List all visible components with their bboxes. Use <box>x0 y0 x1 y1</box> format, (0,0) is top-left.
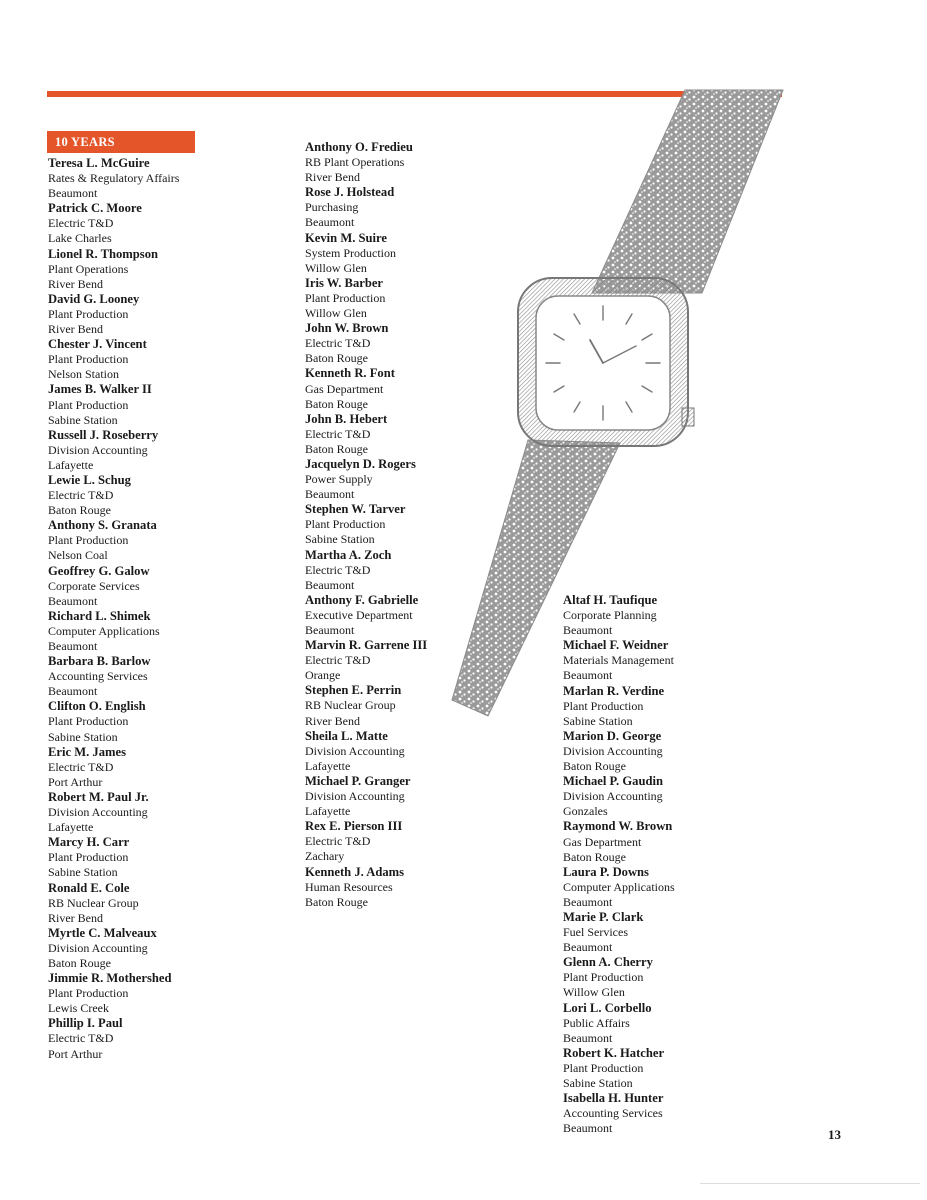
employee-location: Sabine Station <box>48 412 118 427</box>
employee-department: Plant Production <box>563 970 644 985</box>
employee-department: Electric T&D <box>48 1031 114 1046</box>
employee-entry <box>305 865 505 910</box>
column-3 <box>563 593 763 1136</box>
employee-location: Baton Rouge <box>563 849 626 864</box>
employee-name: Jimmie R. Mothershed <box>48 971 172 986</box>
employee-name: Robert K. Hatcher <box>563 1045 665 1060</box>
employee-entry <box>48 564 248 609</box>
employee-location: Beaumont <box>48 186 98 201</box>
employee-name: Michael P. Gaudin <box>563 774 663 789</box>
employee-department: RB Nuclear Group <box>305 698 396 713</box>
employee-location: Orange <box>305 668 341 683</box>
employee-department: RB Nuclear Group <box>48 895 139 910</box>
employee-name: Sheila L. Matte <box>305 728 388 743</box>
employee-location: River Bend <box>48 910 103 925</box>
employee-entry <box>305 774 505 819</box>
employee-name: Richard L. Shimek <box>48 608 151 623</box>
employee-name: Barbara B. Barlow <box>48 654 151 669</box>
employee-name: Glenn A. Cherry <box>563 955 653 970</box>
employee-entry <box>563 593 763 638</box>
employee-location: Beaumont <box>563 940 613 955</box>
employee-department: System Production <box>305 245 397 260</box>
employee-department: Rates & Regulatory Affairs <box>48 171 180 186</box>
employee-name: Michael F. Weidner <box>563 638 669 653</box>
employee-location: Sabine Station <box>563 713 633 728</box>
employee-department: Electric T&D <box>305 426 371 441</box>
employee-name: Lewie L. Schug <box>48 472 131 487</box>
employee-location: Lafayette <box>48 457 94 472</box>
employee-location: Baton Rouge <box>48 955 111 970</box>
employee-name: Kevin M. Suire <box>305 230 387 245</box>
employee-name: Eric M. James <box>48 744 126 759</box>
employee-entry <box>305 683 505 728</box>
employee-department: Gas Department <box>305 381 384 396</box>
employee-entry <box>48 518 248 563</box>
bottom-divider <box>700 1183 920 1184</box>
employee-entry <box>305 819 505 864</box>
employee-name: Anthony S. Granata <box>48 518 157 533</box>
employee-name: Michael P. Granger <box>305 773 411 788</box>
employee-location: Beaumont <box>563 1121 613 1136</box>
employee-entry <box>48 292 248 337</box>
employee-name: Isabella H. Hunter <box>563 1091 664 1106</box>
employee-name: Lionel R. Thompson <box>48 246 158 261</box>
employee-location: River Bend <box>48 322 103 337</box>
employee-entry <box>48 337 248 382</box>
employee-department: Electric T&D <box>305 336 371 351</box>
employee-department: Division Accounting <box>563 789 663 804</box>
employee-name: Jacquelyn D. Rogers <box>305 456 416 471</box>
employee-name: Patrick C. Moore <box>48 201 142 216</box>
employee-entry <box>48 654 248 699</box>
employee-name: Stephen W. Tarver <box>305 502 406 517</box>
employee-name: Altaf H. Taufique <box>563 593 658 607</box>
employee-entry <box>48 1016 248 1061</box>
employee-location: Baton Rouge <box>305 894 368 909</box>
employee-department: Plant Production <box>48 533 129 548</box>
employee-location: Lafayette <box>48 820 94 835</box>
employee-department: Electric T&D <box>305 834 371 849</box>
employee-name: Geoffrey G. Galow <box>48 563 150 578</box>
employee-department: Electric T&D <box>305 653 371 668</box>
employee-location: Lafayette <box>305 804 351 819</box>
employee-department: Electric T&D <box>48 488 114 503</box>
employee-location: Port Arthur <box>48 1046 103 1061</box>
employee-department: Division Accounting <box>305 743 405 758</box>
employee-name: Anthony O. Fredieu <box>305 140 413 154</box>
employee-name: Teresa L. McGuire <box>48 156 150 170</box>
employee-entry <box>305 366 505 411</box>
employee-entry <box>48 428 248 473</box>
employee-name: John B. Hebert <box>305 411 388 426</box>
employee-name: Marvin R. Garrene III <box>305 638 428 653</box>
employee-entry <box>48 699 248 744</box>
employee-location: Nelson Station <box>48 367 119 382</box>
employee-name: Marion D. George <box>563 728 662 743</box>
employee-department: Plant Production <box>305 290 386 305</box>
employee-department: Human Resources <box>305 879 393 894</box>
employee-name: Kenneth J. Adams <box>305 864 405 879</box>
employee-entry <box>48 745 248 790</box>
employee-name: John W. Brown <box>305 321 389 336</box>
employee-entry <box>48 382 248 427</box>
employee-entry <box>305 638 505 683</box>
employee-name: Laura P. Downs <box>563 864 649 879</box>
employee-entry <box>305 457 505 502</box>
employee-department: Division Accounting <box>305 789 405 804</box>
employee-department: Power Supply <box>305 472 373 487</box>
employee-entry <box>563 729 763 774</box>
employee-entry <box>305 548 505 593</box>
employee-department: Public Affairs <box>563 1015 630 1030</box>
employee-entry <box>563 1091 763 1136</box>
employee-location: Gonzales <box>563 804 608 819</box>
employee-entry <box>305 231 505 276</box>
employee-department: Division Accounting <box>48 805 148 820</box>
employee-entry <box>563 955 763 1000</box>
employee-name: Stephen E. Perrin <box>305 683 402 698</box>
employee-location: Baton Rouge <box>48 503 111 518</box>
employee-location: Beaumont <box>563 1030 613 1045</box>
employee-department: Plant Operations <box>48 261 129 276</box>
employee-location: Beaumont <box>48 639 98 653</box>
employee-location: Beaumont <box>305 623 355 637</box>
employee-department: Corporate Planning <box>563 608 657 623</box>
employee-entry <box>305 321 505 366</box>
employee-entry <box>48 201 248 246</box>
employee-location: Sabine Station <box>48 729 118 744</box>
employee-department: Gas Department <box>563 834 642 849</box>
employee-entry <box>563 684 763 729</box>
employee-entry <box>305 412 505 457</box>
employee-department: Plant Production <box>305 517 386 532</box>
employee-location: Baton Rouge <box>305 396 368 411</box>
employee-location: Zachary <box>305 849 345 864</box>
employee-entry <box>305 729 505 774</box>
employee-entry <box>48 790 248 835</box>
employee-location: Baton Rouge <box>305 441 368 456</box>
employee-name: Lori L. Corbello <box>563 1000 652 1015</box>
column-1 <box>48 156 248 1062</box>
employee-location: Willow Glen <box>305 260 367 275</box>
employee-location: Beaumont <box>563 894 613 909</box>
section-title-badge: 10 YEARS <box>47 131 195 153</box>
employee-name: Ronald E. Cole <box>48 880 130 895</box>
employee-location: Beaumont <box>48 684 98 699</box>
employee-location: Lake Charles <box>48 231 112 246</box>
employee-department: Accounting Services <box>563 1106 663 1121</box>
employee-entry <box>48 156 248 201</box>
employee-entry <box>48 881 248 926</box>
employee-name: Myrtle C. Malveaux <box>48 925 157 940</box>
employee-entry <box>48 473 248 518</box>
employee-name: Marcy H. Carr <box>48 835 130 850</box>
employee-name: Robert M. Paul Jr. <box>48 789 149 804</box>
employee-location: River Bend <box>305 713 360 728</box>
employee-name: Marie P. Clark <box>563 909 644 924</box>
employee-department: Division Accounting <box>563 743 663 758</box>
employee-location: Beaumont <box>48 593 98 608</box>
employee-location: River Bend <box>305 170 360 185</box>
employee-name: Chester J. Vincent <box>48 337 147 352</box>
employee-name: Martha A. Zoch <box>305 547 392 562</box>
employee-department: Accounting Services <box>48 669 148 684</box>
employee-entry <box>305 276 505 321</box>
employee-department: Plant Production <box>48 850 129 865</box>
employee-department: Computer Applications <box>48 623 160 638</box>
employee-name: Rex E. Pierson III <box>305 819 403 834</box>
employee-location: Beaumont <box>305 215 355 230</box>
employee-entry <box>563 774 763 819</box>
employee-department: Purchasing <box>305 200 359 215</box>
employee-department: Electric T&D <box>48 759 114 774</box>
employee-entry <box>305 185 505 230</box>
employee-department: Division Accounting <box>48 940 148 955</box>
employee-name: Anthony F. Gabrielle <box>305 592 419 607</box>
employee-entry <box>48 609 248 654</box>
employee-department: Division Accounting <box>48 442 148 457</box>
employee-name: Kenneth R. Font <box>305 366 395 381</box>
employee-location: Sabine Station <box>563 1076 633 1090</box>
employee-department: Plant Production <box>48 986 129 1001</box>
employee-location: Sabine Station <box>305 532 375 547</box>
employee-entry <box>48 247 248 292</box>
employee-department: Plant Production <box>48 714 129 729</box>
employee-entry <box>305 140 505 185</box>
page-number: 13 <box>828 1127 841 1142</box>
employee-name: James B. Walker II <box>48 382 152 397</box>
employee-name: Russell J. Roseberry <box>48 427 159 442</box>
employee-department: Materials Management <box>563 653 674 668</box>
employee-entry <box>563 910 763 955</box>
employee-department: Plant Production <box>48 306 129 321</box>
employee-name: Marlan R. Verdine <box>563 683 665 698</box>
employee-name: Iris W. Barber <box>305 275 384 290</box>
employee-entry <box>563 1001 763 1046</box>
employee-location: Beaumont <box>563 668 613 683</box>
employee-entry <box>563 819 763 864</box>
employee-name: Clifton O. English <box>48 699 146 714</box>
employee-location: Nelson Coal <box>48 548 108 563</box>
employee-location: Willow Glen <box>563 985 625 1000</box>
employee-department: Executive Department <box>305 607 413 622</box>
employee-entry <box>563 638 763 683</box>
employee-location: Lewis Creek <box>48 1001 109 1016</box>
employee-location: Beaumont <box>305 577 355 592</box>
employee-entry <box>305 593 505 638</box>
employee-entry <box>305 502 505 547</box>
employee-department: Fuel Services <box>563 925 628 940</box>
employee-name: Raymond W. Brown <box>563 819 673 834</box>
employee-department: Corporate Services <box>48 578 140 593</box>
employee-location: Baton Rouge <box>305 351 368 366</box>
employee-department: Plant Production <box>563 698 644 713</box>
employee-location: Beaumont <box>305 487 355 502</box>
employee-name: Phillip I. Paul <box>48 1016 123 1031</box>
employee-department: Plant Production <box>48 397 129 412</box>
employee-entry <box>563 865 763 910</box>
employee-entry <box>48 971 248 1016</box>
employee-name: David G. Looney <box>48 291 140 306</box>
employee-department: Electric T&D <box>48 216 114 231</box>
employee-location: Baton Rouge <box>563 759 626 774</box>
employee-entry <box>48 926 248 971</box>
employee-location: Sabine Station <box>48 865 118 880</box>
employee-location: Beaumont <box>563 623 613 638</box>
employee-location: River Bend <box>48 276 103 291</box>
column-2 <box>305 140 505 910</box>
employee-entry <box>48 835 248 880</box>
employee-location: Port Arthur <box>48 774 103 789</box>
employee-department: Computer Applications <box>563 879 675 894</box>
employee-location: Willow Glen <box>305 306 367 321</box>
employee-location: Lafayette <box>305 758 351 773</box>
employee-department: Plant Production <box>48 352 129 367</box>
employee-department: Electric T&D <box>305 562 371 577</box>
employee-entry <box>563 1046 763 1091</box>
employee-department: Plant Production <box>563 1060 644 1075</box>
employee-name: Rose J. Holstead <box>305 185 395 200</box>
employee-department: RB Plant Operations <box>305 155 405 170</box>
